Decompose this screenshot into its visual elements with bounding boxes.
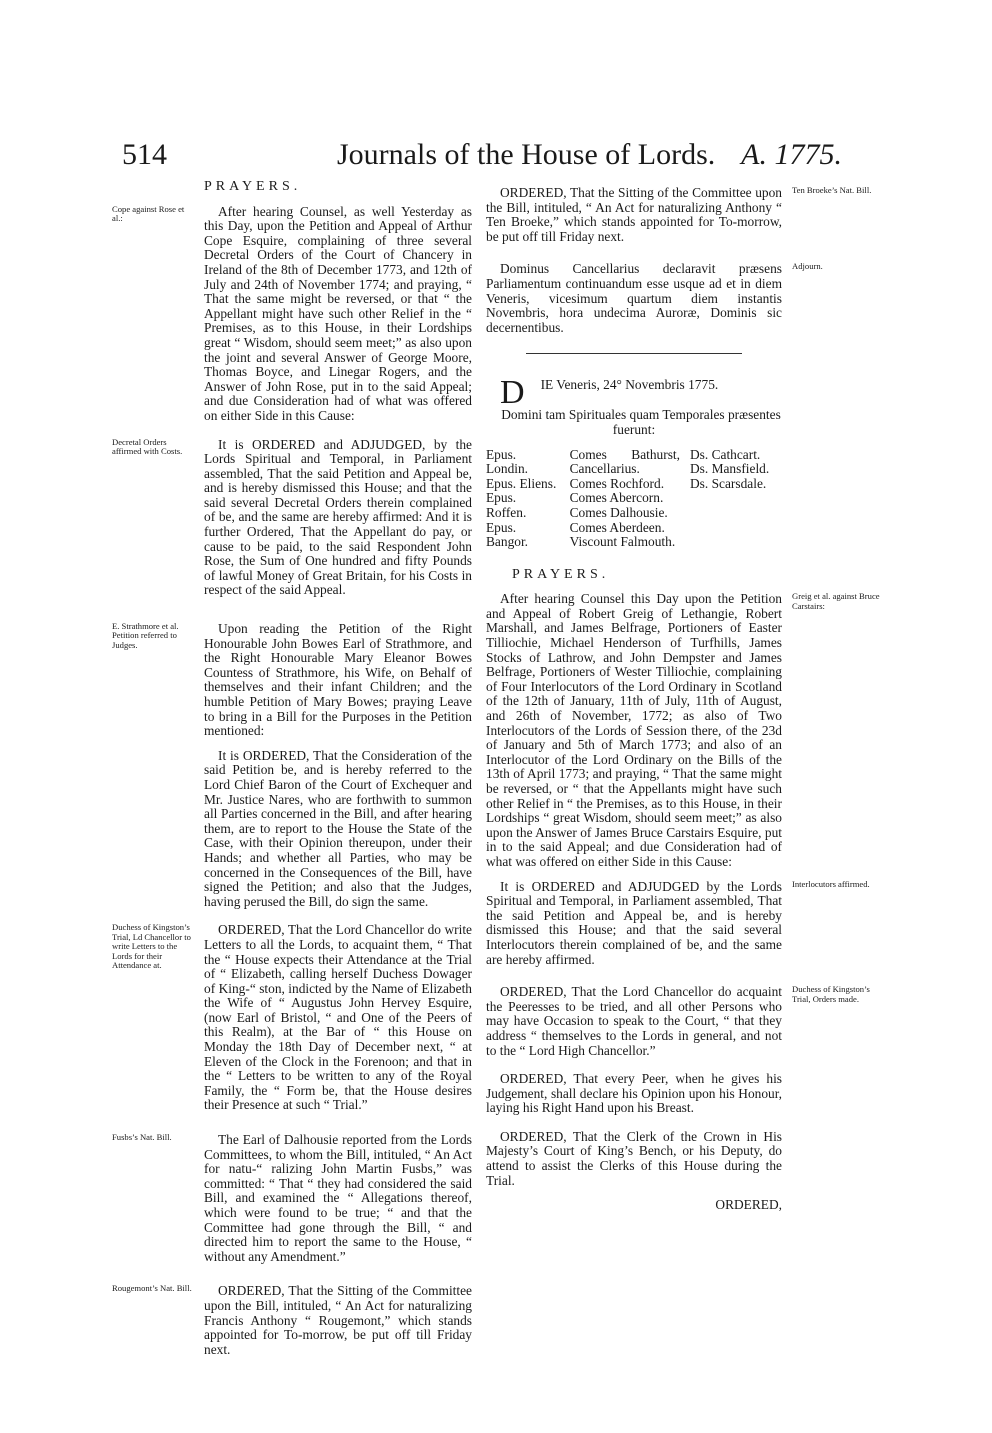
margin-note-fusbs: Fusbs’s Nat. Bill. xyxy=(112,1132,172,1143)
page-title: Journals of the House of Lords. xyxy=(337,138,716,171)
margin-note-adjourn: Adjourn. xyxy=(792,261,823,272)
margin-note-decretal: Decretal Orders affirmed with Costs. xyxy=(112,436,183,456)
present-lords-list xyxy=(486,448,782,550)
prayers-heading-right: PRAYERS. xyxy=(512,566,610,582)
bishops-column xyxy=(486,448,560,550)
margin-note-kingston-letters: Duchess of Kingston’s Trial, Ld Chancellor to write Letters to the Lords for their Attendance at. xyxy=(112,922,191,970)
margin-note-greig: Greig et al. against Bruce Carstairs: xyxy=(792,591,880,611)
entry-adjourn xyxy=(486,261,823,335)
page-header xyxy=(122,138,842,182)
peer-entry: Ds. Cathcart. xyxy=(690,446,761,462)
entry-rougemont xyxy=(112,1283,472,1357)
drop-initial: D xyxy=(500,374,525,412)
present-lords-intro: Domini tam Spirituales quam Temporales præsentes fuerunt: xyxy=(501,407,781,437)
entry-clerk-crown xyxy=(486,1130,782,1188)
margin-note-rougemont: Rougemont’s Nat. Bill. xyxy=(112,1283,192,1294)
entry-greig xyxy=(486,591,880,869)
peer-entry: Epus. Bangor. xyxy=(486,519,529,550)
margin-note-kingston-orders: Duchess of Kingston’s Trial, Orders made. xyxy=(792,984,870,1004)
entry-text-strathmore-order: It is ORDERED, That the Consideration of the said Petition be, and is hereby referred to the Lord Chief Baron of the Court of Exchequer and Mr. Justice Nares, who are forthwith to summon all Parties concerned in the Bill, and after hearing them, are to report to the House the State of the Case, with their Opinion thereupon, under their Hands; and whether all Parties, who may be concerned in the Consequences of the Bill, have signed the Petition; and also that the Judges, having perused the Bill, do sign the same. xyxy=(204,747,472,909)
entry-kingston-letters xyxy=(112,922,472,1113)
entry-peer-judgement xyxy=(486,1072,782,1116)
peer-entry: Epus. Londin. xyxy=(486,446,529,477)
entry-decretal-orders xyxy=(112,436,472,599)
date-heading xyxy=(486,374,782,412)
entry-text-rougemont: ORDERED, That the Sitting of the Committee upon the Bill, intituled, “ An Act for naturalizing Francis Anthony “ Rougemont,” which stands appointed for To-morrow, be put off till Friday next. xyxy=(204,1283,472,1357)
peer-entry: Comes Abercorn. xyxy=(569,490,664,506)
peer-entry: Viscount Falmouth. xyxy=(569,534,676,550)
peer-entry: Ds. Mansfield. xyxy=(690,461,770,477)
peer-entry: Comes Dalhousie. xyxy=(569,504,668,520)
entry-ten-broeke xyxy=(486,185,872,244)
catchword: ORDERED, xyxy=(715,1197,782,1213)
margin-note-strathmore: E. Strathmore et al. Petition referred to Judges. xyxy=(112,621,179,650)
peer-entry: Comes Bathurst, Cancellarius. xyxy=(569,446,680,477)
entry-fusbs xyxy=(112,1132,472,1264)
entry-text-kingston-letters: ORDERED, That the Lord Chancellor do write Letters to all the Lords, to acquaint them, “ That the “ House expects their Attendance at the Trial of “ Elizabeth, calling herself Duchess Dowager of King-“ ston, indicted by the Name of Elizabeth the Wife of “ Augustus John Hervey Esquire, (now Earl of Bristol, “ and One of the Peers of this Realm), at the Bar of “ this House on Monday the 18th Day of December next, “ at Eleven of the Clock in the Forenoon; and that in the “ Letters to be written to any of the Royal Family, the “ Form be, that the House desires their Presence at such “ Trial.” xyxy=(204,922,472,1113)
earls-column xyxy=(570,448,680,550)
entry-cope xyxy=(112,203,472,424)
section-rule xyxy=(526,353,742,354)
page-number: 514 xyxy=(122,138,167,171)
entry-interlocutors xyxy=(486,878,870,968)
peer-entry: Comes Aberdeen. xyxy=(569,519,665,535)
entry-text-decretal: It is ORDERED and ADJUDGED, by the Lords Spiritual and Temporal, in Parliament assembled, That the said Petition and Appeal be, and is hereby dismissed this House; and that the said several Decretal Orders therein complained of be, and the same are hereby affirmed: And it is further Ordered, That the Appellant do pay, or cause to be paid, to the said Respondent John Rose, the Sum of One hundred and fifty Pounds of lawful Money of Great Britain, for his Costs in respect of the said Appeal. xyxy=(204,436,472,598)
left-column xyxy=(112,179,472,1367)
entry-text-adjourn: Dominus Cancellarius declaravit præsens Parliamentum continuandum esse usque ad et in diem Veneris, vicesimum quartum diem instantis Novembris, hora undecima Auroræ, Dominis sic decernentibus. xyxy=(486,261,782,335)
entry-kingston-orders xyxy=(486,984,870,1058)
entry-strathmore-order xyxy=(204,749,472,910)
peer-entry: Comes Rochford. xyxy=(569,475,665,491)
entry-text-clerk-crown: ORDERED, That the Clerk of the Crown in His Majesty’s Court of King’s Bench, or his Deputy, do attend to assist the Clerks of this House during the Trial. xyxy=(486,1128,782,1188)
prayers-heading-left: PRAYERS. xyxy=(204,179,302,194)
right-column xyxy=(486,185,880,1223)
entry-text-peer-judgement: ORDERED, That every Peer, when he gives his Judgement, shall declare his Opinion upon his Honour, laying his Right Hand upon his Breast. xyxy=(486,1071,782,1116)
peer-entry: Epus. Eliens. xyxy=(486,475,557,491)
entry-text-ten-broeke: ORDERED, That the Sitting of the Committee upon the Bill, intituled, “ An Act for naturalizing Anthony “ Ten Broeke,” which stands appointed for To-morrow, be put off till Friday next. xyxy=(486,185,782,244)
date-text: IE Veneris, 24° Novembris 1775. xyxy=(540,377,719,393)
entry-text-fusbs: The Earl of Dalhousie reported from the Lords Committees, to whom the Bill, intituled, “ An Act for natu-“ ralizing John Martin Fusbs,” was committed: “ That “ they had considered the said Bill, and examined the “ Allegations thereof, which were found to be true; “ and that the Committee had gone through the Bill, “ and directed him to report the same to the House, “ without any Amendment.” xyxy=(204,1132,472,1264)
entry-text-interlocutors: It is ORDERED and ADJUDGED by the Lords Spiritual and Temporal, in Parliament assembled, That the said Petition and Appeal be, and is hereby dismissed this House; and that the said several Interlocutors therein complained of be, and the same are hereby affirmed. xyxy=(486,878,782,967)
entry-text-greig: After hearing Counsel this Day upon the Petition and Appeal of Robert Greig of Lethangie, Robert Marshall, and James Belfrage, Portioners of Easter Tilliochie, Michael Henderson of Turfhills, James Stocks of Lathrow, and John Dempster and James Belfrage, Portioners of Wester Tilliochie, complaining of Four Interlocutors of the Lord Ordinary in Scotland of the 12th of January, 11th of July, 11th of August, and 26th of November, 1772; as also of Two Interlocutors of the Lords of Session there, of the 23d of January and 5th of March 1773; and also of an Interlocutor of the Lord Ordinary on the Bills of the 13th of April 1773; and praying, “ That the same might be reversed, or “ that the Appellants might have such other Relief in “ the Premises, as to this House, in their Lordships “ great Wisdom, should seem meet;” as also upon the Answer of James Bruce Carstairs Esquire, put in to the said Appeal; and due Consideration had of what was offered on either Side in this Cause: xyxy=(486,591,782,869)
peer-entry: Ds. Scarsdale. xyxy=(690,475,767,491)
page-year: A. 1775. xyxy=(741,138,842,171)
entry-text-kingston-orders: ORDERED, That the Lord Chancellor do acquaint the Peeresses to be tried, and all other Persons who may have Occasion to speak to the Court, “ that they address “ themselves to the Lords in general, and not to the “ Lord High Chancellor.” xyxy=(486,984,782,1058)
peer-entry: Epus. Roffen. xyxy=(486,490,527,520)
margin-note-cope: Cope against Rose et al.: xyxy=(112,203,185,223)
entry-text-strathmore: Upon reading the Petition of the Right Honourable John Bowes Earl of Strathmore, and the Right Honourable Mary Eleanor Bowes Countess of Strathmore, his Wife, on Behalf of themselves and their infant Children; and the humble Petition of Mary Bowes; praying Leave to bring in a Bill for the Purposes in the Petition mentioned: xyxy=(204,621,472,739)
margin-note-ten-broeke: Ten Broeke’s Nat. Bill. xyxy=(792,185,872,195)
margin-note-interlocutors: Interlocutors affirmed. xyxy=(792,878,870,889)
entry-strathmore xyxy=(112,621,472,739)
barons-column xyxy=(690,448,782,550)
entry-text-cope: After hearing Counsel, as well Yesterday as this Day, upon the Petition and Appeal of Arthur Cope Esquire, complaining of three several Decretal Orders of the Court of Chancery in Ireland of the 8th of December 1773, and 12th of July and 24th of November 1774; and praying, “ That the same might be reversed, or that “ the Appellant might have such other Relief in the “ Premises, as to this House, in their Lordships great “ Wisdom, should seem meet;” as also upon the joint and several Answer of George Moore, Thomas Boyce, and Linegar Rogers, and the Answer of John Rose, put in to the said Appeal; and due Consideration had of what was offered on either Side in this Cause: xyxy=(204,203,472,423)
